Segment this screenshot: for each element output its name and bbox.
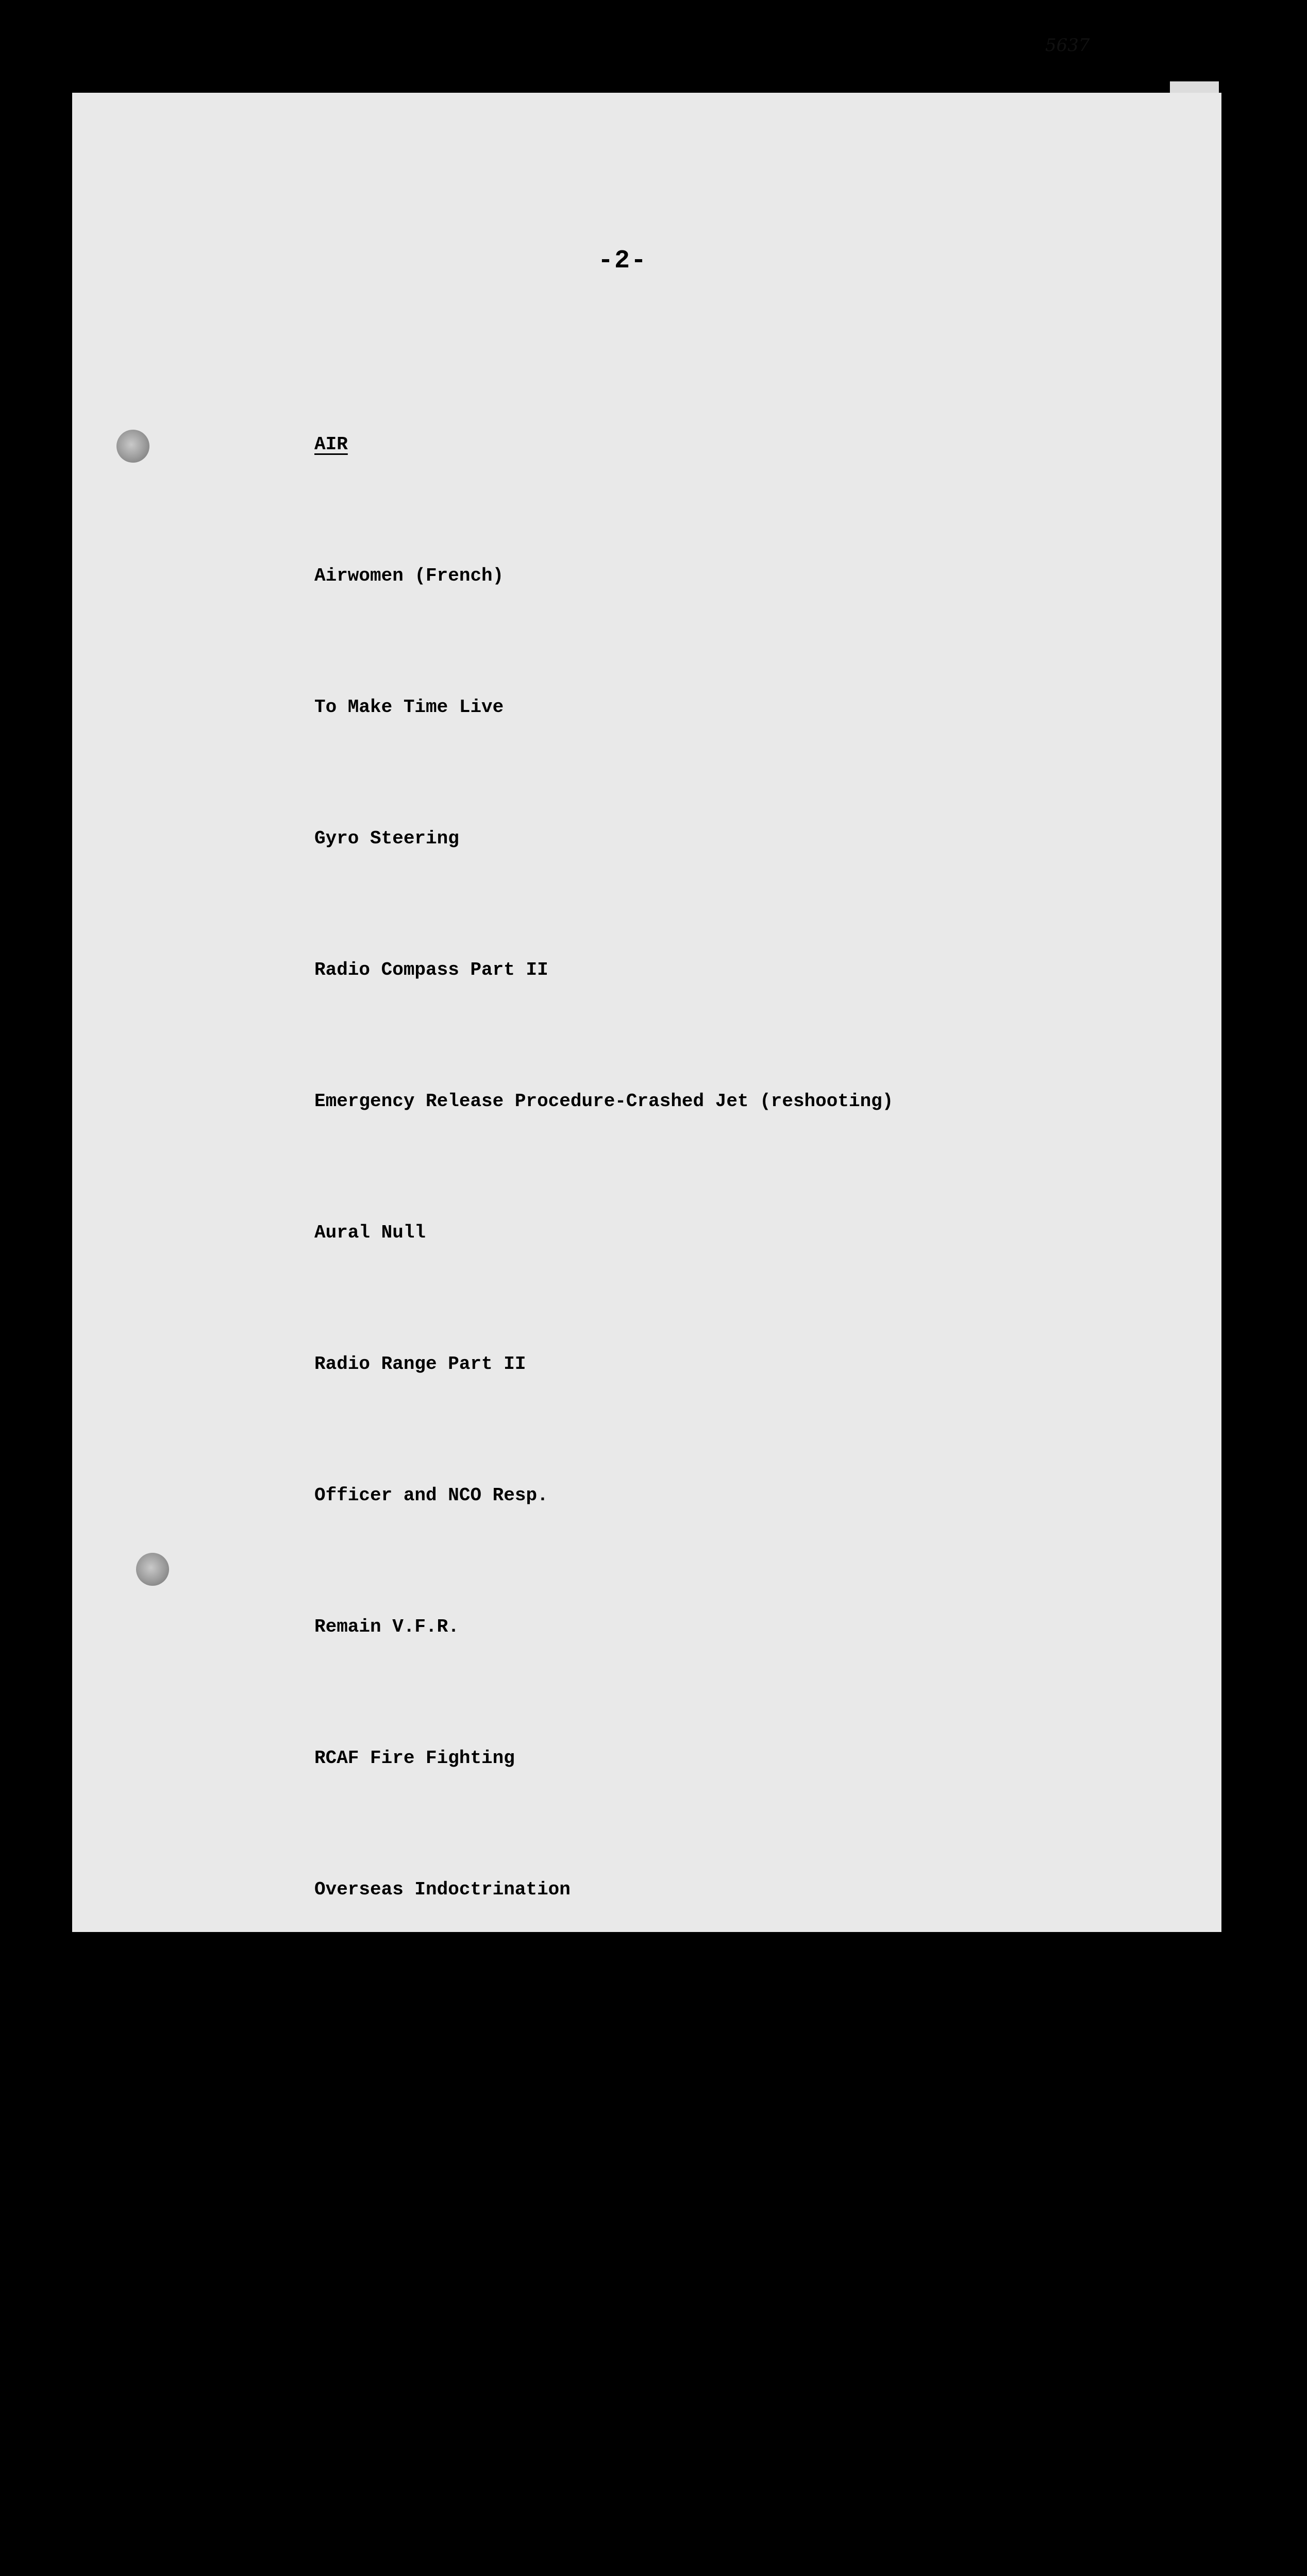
air-item: Officer and NCO Resp. xyxy=(314,1485,548,1506)
air-item: MG 2 Antenna xyxy=(314,2404,448,2426)
air-item: Engineers in RCAF (ASN) xyxy=(314,2142,571,2163)
section-heading-air: AIR xyxy=(314,434,348,455)
air-item: To Make Time Live xyxy=(314,697,504,718)
air-item: Aural Null xyxy=(314,1222,426,1243)
air-item: Airwomen (French) xyxy=(314,565,504,586)
air-item: Arenda Jet Engines xyxy=(314,2273,515,2294)
air-item: Remain V.F.R. xyxy=(314,1616,459,1637)
air-item: Radio Range Part II xyxy=(314,1353,526,1375)
air-item: Emergency Release Procedure-Crashed Jet (reshooting) xyxy=(314,1091,894,1112)
air-item: RCAF Fire Fighting xyxy=(314,1748,515,1769)
archive-page-number: 5637 xyxy=(1045,35,1090,56)
air-item: Leadership "Flight Commander" xyxy=(314,2536,638,2557)
air-item: Overseas Indoctrination xyxy=(314,1879,571,1900)
page-header-number: -2- xyxy=(598,246,648,276)
air-item: Gyro Steering xyxy=(314,828,459,849)
punch-hole-top xyxy=(116,430,149,463)
punch-hole-bottom xyxy=(136,1553,169,1586)
document-body xyxy=(314,335,893,2576)
air-item: Map Reading xyxy=(314,2010,437,2031)
air-item: Radio Compass Part II xyxy=(314,959,548,980)
